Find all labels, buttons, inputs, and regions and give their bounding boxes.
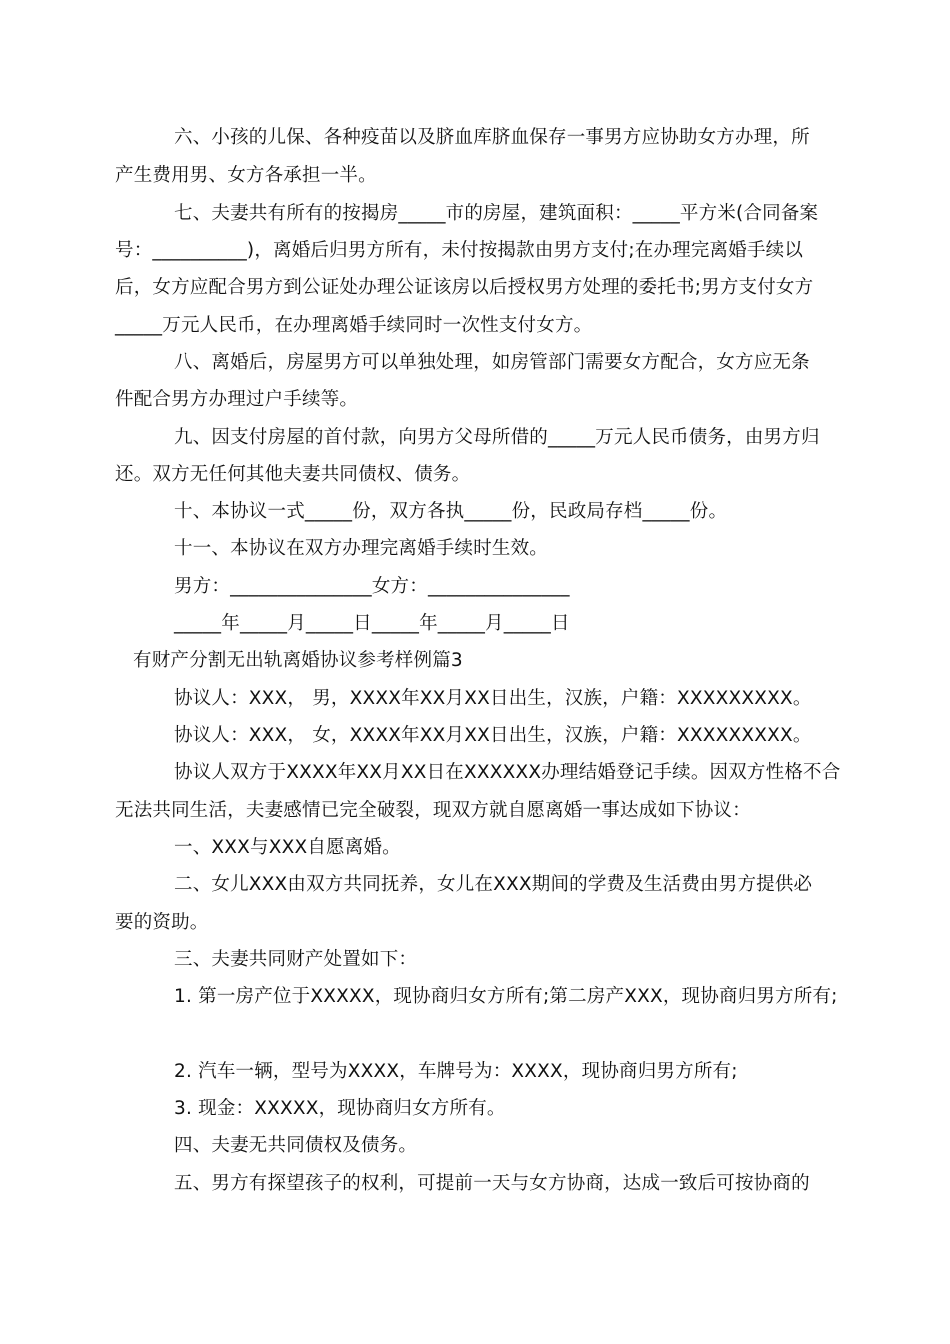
clause-3: 三、夫妻共同财产处置如下：: [174, 949, 418, 970]
clause-3-item-2: 2. 汽车一辆，型号为XXXX，车牌号为：XXXX，现协商归男方所有;: [174, 1061, 738, 1082]
paragraph-7-line-4: _____万元人民币，在办理离婚手续同时一次性支付女方。: [115, 315, 593, 336]
clause-3-item-3: 3. 现金：XXXXX，现协商归女方所有。: [174, 1098, 506, 1119]
paragraph-7-line-1: 七、夫妻共有所有的按揭房_____市的房屋，建筑面积：_____平方米(合同备案: [174, 203, 819, 224]
paragraph-7-line-2: 号：__________)，离婚后归男方所有，未付按揭款由男方支付;在办理完离婚手续以: [115, 240, 804, 261]
clause-3-item-1: 1. 第一房产位于XXXXX，现协商归女方所有;第二房产XXX，现协商归男方所有;: [174, 986, 838, 1007]
paragraph-9-line-1: 九、因支付房屋的首付款，向男方父母所借的_____万元人民币债务，由男方归: [174, 427, 820, 448]
date-line: _____年_____月_____日_____年_____月_____日: [174, 613, 570, 634]
signature-line: 男方：_______________女方：_______________: [174, 576, 570, 597]
paragraph-6-line-1: 六、小孩的儿保、各种疫苗以及脐血库脐血保存一事男方应协助女方办理，所: [174, 127, 810, 148]
paragraph-11: 十一、本协议在双方办理完离婚手续时生效。: [174, 538, 549, 559]
clause-5-line-1: 五、男方有探望孩子的权利，可提前一天与女方协商，达成一致后可按协商的: [174, 1173, 810, 1194]
clause-2-line-2: 要的资助。: [115, 912, 209, 933]
section-heading: 有财产分割无出轨离婚协议参考样例篇3: [133, 650, 463, 671]
paragraph-8-line-2: 件配合男方办理过户手续等。: [115, 389, 359, 410]
paragraph-8-line-1: 八、离婚后，房屋男方可以单独处理，如房管部门需要女方配合，女方应无条: [174, 352, 810, 373]
paragraph-6-line-2: 产生费用男、女方各承担一半。: [115, 165, 377, 186]
intro-line-2: 无法共同生活，夫妻感情已完全破裂，现双方就自愿离婚一事达成如下协议：: [115, 800, 751, 821]
intro-line-1: 协议人双方于XXXX年XX月XX日在XXXXXX办理结婚登记手续。因双方性格不合: [174, 762, 841, 783]
party-2: 协议人：XXX， 女，XXXX年XX月XX日出生，汉族，户籍：XXXXXXXXX。: [174, 725, 812, 746]
party-1: 协议人：XXX， 男，XXXX年XX月XX日出生，汉族，户籍：XXXXXXXXX。: [174, 688, 812, 709]
paragraph-9-line-2: 还。双方无任何其他夫妻共同债权、债务。: [115, 464, 471, 485]
clause-4: 四、夫妻无共同债权及债务。: [174, 1135, 418, 1156]
clause-2-line-1: 二、女儿XXX由双方共同抚养，女儿在XXX期间的学费及生活费由男方提供必: [174, 874, 813, 895]
paragraph-10: 十、本协议一式_____份，双方各执_____份，民政局存档_____份。: [174, 501, 728, 522]
paragraph-7-line-3: 后，女方应配合男方到公证处办理公证该房以后授权男方处理的委托书;男方支付女方: [115, 277, 814, 298]
clause-1: 一、XXX与XXX自愿离婚。: [174, 837, 401, 858]
